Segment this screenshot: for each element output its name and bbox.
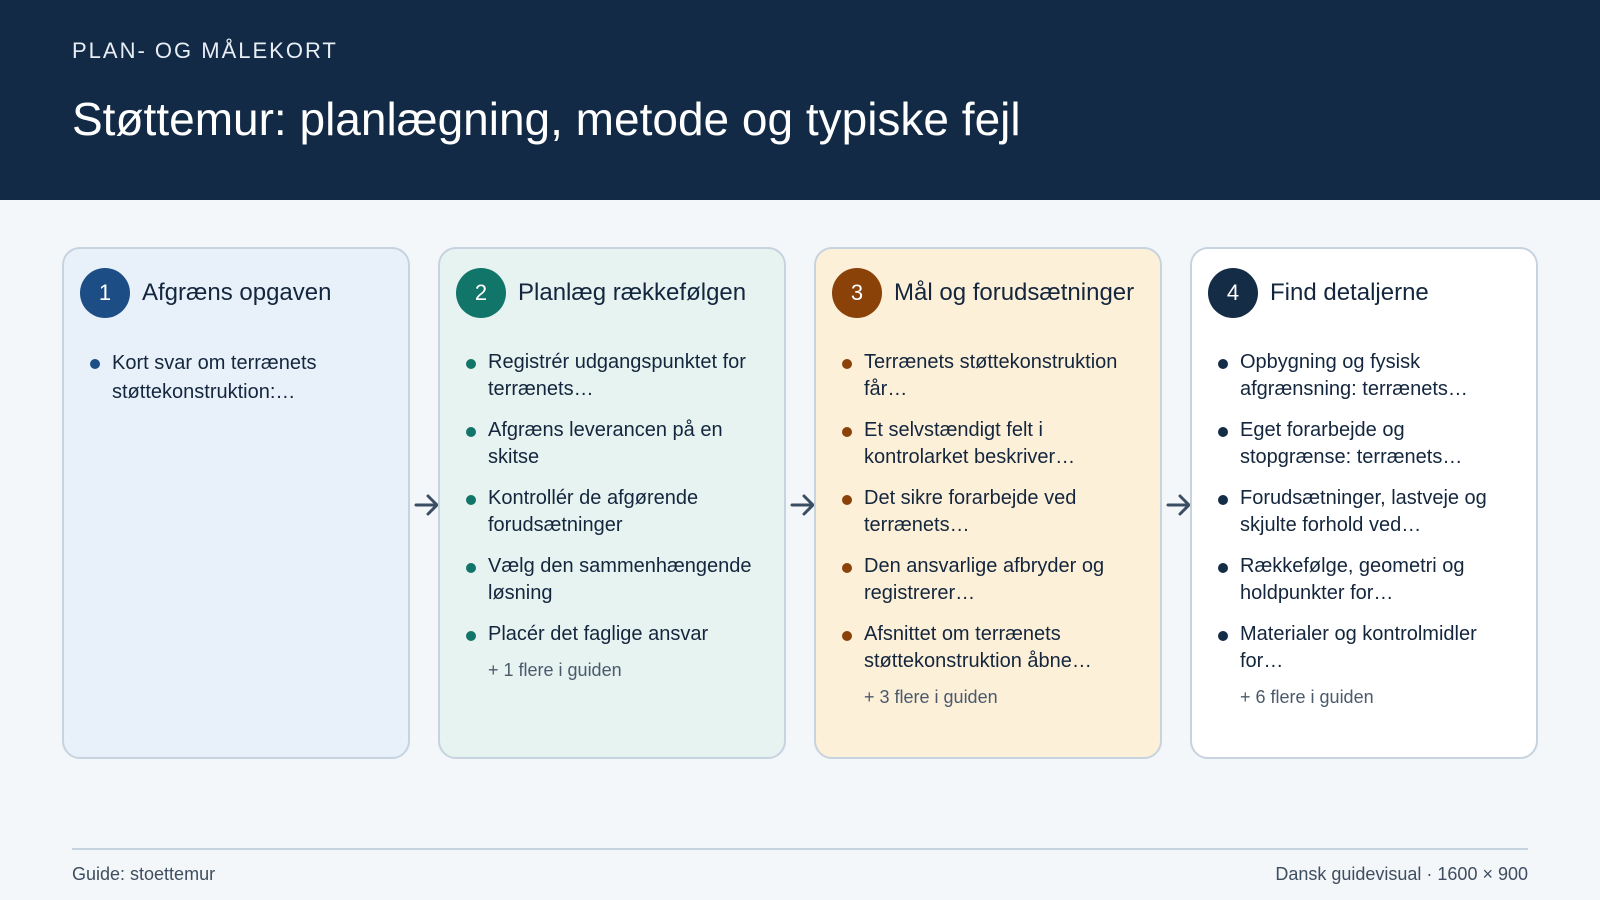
step-number-badge: 3 [832, 268, 882, 318]
page-title: Støttemur: planlægning, metode og typiske fejl [72, 93, 1021, 145]
step-card-3 [814, 247, 1162, 759]
list-item: Det sikre forarbejde ved terrænets… [842, 485, 1144, 539]
step-card-title: Planlæg rækkefølgen [518, 279, 747, 306]
step-item-list [1208, 349, 1520, 675]
step-card-header [1208, 267, 1520, 319]
more-in-guide-link: + 3 flere i guiden [864, 687, 998, 707]
step-card-title: Afgræns opgaven [142, 279, 332, 306]
list-item: Registrér udgangspunktet for terrænets… [466, 349, 768, 403]
step-card-title: Find detaljerne [1270, 279, 1429, 306]
arrow-right-icon [1166, 490, 1192, 520]
footer-meta-label: Dansk guidevisual · 1600 × 900 [1275, 864, 1528, 884]
list-item: Terrænets støttekonstruktion får… [842, 349, 1144, 403]
list-item: Afsnittet om terrænets støttekonstruktion åbne… [842, 621, 1144, 675]
header-banner [0, 0, 1600, 200]
list-item: Kort svar om terrænets støttekonstruktion:… [90, 349, 392, 407]
step-card-title: Mål og forudsætninger [894, 279, 1135, 306]
list-item: Eget forarbejde og stopgrænse: terrænets… [1218, 417, 1520, 471]
list-item: Kontrollér de afgørende forudsætninger [466, 485, 768, 539]
footer-divider [72, 848, 1528, 850]
step-item-list [456, 349, 768, 648]
more-in-guide-link: + 1 flere i guiden [488, 660, 622, 680]
list-item: Forudsætninger, lastveje og skjulte forhold ved… [1218, 485, 1520, 539]
step-item-list [80, 349, 392, 407]
eyebrow-label: PLAN- OG MÅLEKORT [72, 38, 338, 63]
list-item: Den ansvarlige afbryder og registrerer… [842, 553, 1144, 607]
arrow-right-icon [790, 490, 816, 520]
list-item: Et selvstændigt felt i kontrolarket beskriver… [842, 417, 1144, 471]
step-card-header [80, 267, 392, 319]
step-card-2 [438, 247, 786, 759]
step-item-list [832, 349, 1144, 675]
list-item: Materialer og kontrolmidler for… [1218, 621, 1520, 675]
more-in-guide-link: + 6 flere i guiden [1240, 687, 1374, 707]
arrow-right-icon [414, 490, 440, 520]
step-card-1 [62, 247, 410, 759]
footer-guide-label: Guide: stoettemur [72, 864, 216, 884]
step-number-badge: 1 [80, 268, 130, 318]
list-item: Placér det faglige ansvar [466, 621, 768, 648]
list-item: Rækkefølge, geometri og holdpunkter for… [1218, 553, 1520, 607]
step-number-badge: 4 [1208, 268, 1258, 318]
step-card-header [456, 267, 768, 319]
list-item: Vælg den sammenhængende løsning [466, 553, 768, 607]
list-item: Opbygning og fysisk afgrænsning: terrænets… [1218, 349, 1520, 403]
step-number-badge: 2 [456, 268, 506, 318]
step-card-4 [1190, 247, 1538, 759]
step-card-header [832, 267, 1144, 319]
list-item: Afgræns leverancen på en skitse [466, 417, 768, 471]
